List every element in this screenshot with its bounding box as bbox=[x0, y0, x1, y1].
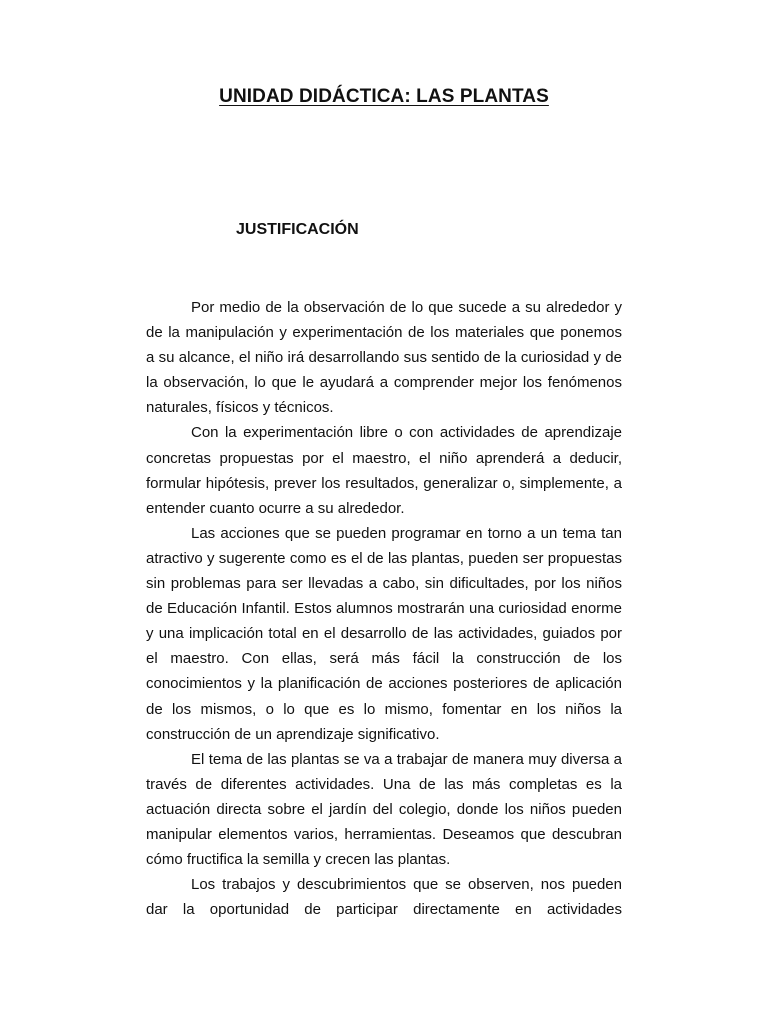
body-text bbox=[146, 295, 622, 922]
paragraph: El tema de las plantas se va a trabajar de manera muy diversa a través de diferentes actividades. Una de las más completas es la actuación directa sobre el jardín del colegio, donde los niños pueden manipular elementos varios, herramientas. Deseamos que descubran cómo fructifica la semilla y crecen las plantas. bbox=[146, 750, 622, 869]
paragraph: Por medio de la observación de lo que sucede a su alrededor y de la manipulación y experimentación de los materiales que ponemos a su alcance, el niño irá desarrollando sus sentido de la curiosidad y de la observación, lo que le ayudará a comprender mejor los fenómenos naturales, físicos y técnicos. bbox=[146, 299, 622, 417]
document-title: UNIDAD DIDÁCTICA: LAS PLANTAS bbox=[219, 86, 549, 107]
section-heading: JUSTIFICACIÓN bbox=[236, 221, 359, 238]
paragraph: Los trabajos y descubrimientos que se observen, nos pueden dar la oportunidad de participar directamente en actividades bbox=[146, 876, 622, 919]
paragraph: Con la experimentación libre o con actividades de aprendizaje concretas propuestas por el maestro, el niño aprenderá a deducir, formular hipótesis, prever los resultados, generalizar o, simplemente, a entender cuanto ocurre a su alrededor. bbox=[146, 424, 622, 517]
paragraph: Las acciones que se pueden programar en torno a un tema tan atractivo y sugerente como es el de las plantas, pueden ser propuestas sin problemas para ser llevadas a cabo, sin dificultades, por los niños de Educación Infantil. Estos alumnos mostrarán una curiosidad enorme y una implicación total en el desarrollo de las actividades, guiados por el maestro. Con ellas, será más fácil la construcción de los conocimientos y la planificación de acciones posteriores de aplicación de los mismos, o lo que es lo mismo, fomentar en los niños la construcción de un aprendizaje significativo. bbox=[146, 524, 622, 743]
